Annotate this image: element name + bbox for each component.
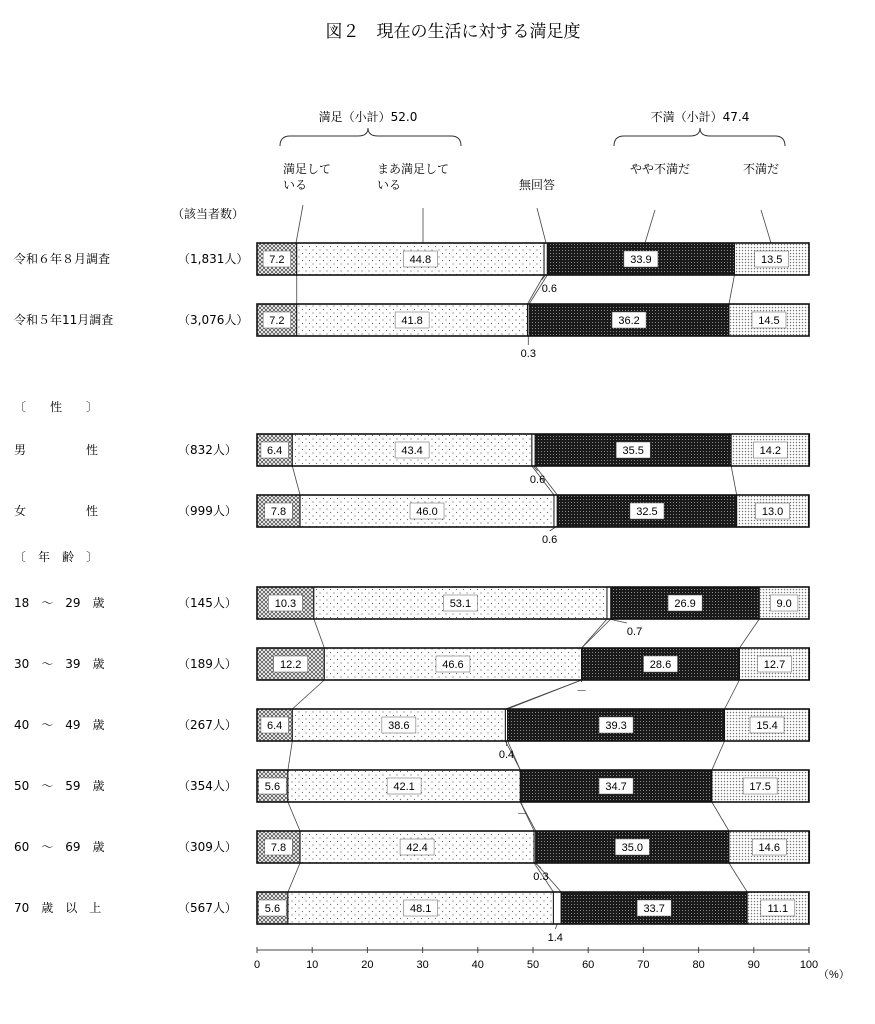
connector-line (712, 741, 725, 770)
value-label: 6.4 (267, 720, 283, 732)
row-count: （145人） (178, 596, 237, 610)
row-label: 18 〜 29 歳 (14, 596, 105, 610)
row-label: 60 〜 69 歳 (14, 840, 105, 854)
value-label: 43.4 (401, 445, 423, 457)
x-tick-label: 10 (306, 959, 319, 971)
connector-line (712, 802, 729, 831)
value-label: 17.5 (749, 781, 771, 793)
col-satisfied-label-1: 満足して (283, 162, 332, 176)
count-header: （該当者数） (172, 207, 245, 221)
col-somewhat-dis-label: やや不満だ (629, 162, 691, 176)
value-label: 42.4 (406, 842, 428, 854)
x-tick-label: 60 (582, 959, 595, 971)
connector-line (314, 619, 324, 648)
section-sex: 〔 性 〕 (14, 400, 99, 414)
value-label: 14.2 (759, 445, 782, 457)
value-label: 32.5 (636, 506, 658, 518)
x-tick-label: 0 (253, 959, 261, 971)
value-label: 33.9 (630, 254, 652, 266)
row-label: 40 〜 49 歳 (14, 718, 105, 732)
row-count: （567人） (178, 901, 237, 915)
row-count: （832人） (178, 443, 237, 457)
value-label: 53.1 (449, 598, 472, 610)
bar-segment (553, 892, 561, 924)
connector-line (508, 680, 582, 709)
value-label: 42.1 (393, 781, 415, 793)
row-count: （3,076人） (178, 313, 249, 327)
bar-row (14, 434, 810, 486)
value-label: 35.5 (622, 445, 644, 457)
value-label: 7.2 (269, 254, 285, 266)
bar-row (14, 709, 810, 761)
value-label: 13.5 (761, 254, 783, 266)
noanswer-value-label: 0.3 (533, 871, 549, 883)
section-age: 〔 年 齢 〕 (14, 550, 99, 564)
value-label: 36.2 (618, 315, 640, 327)
value-label: 7.8 (270, 842, 287, 854)
header-leader-line (761, 210, 771, 243)
value-label: 35.0 (621, 842, 644, 854)
connector-line (292, 466, 300, 495)
connector-line (739, 619, 759, 648)
connector-line (729, 275, 735, 304)
group-satisfied-label: 満足（小計）52.0 (318, 110, 418, 124)
noanswer-value-label: － (516, 808, 528, 820)
col-noanswer-label: 無回答 (518, 178, 556, 192)
connector-line (288, 802, 300, 831)
bar-row (14, 831, 810, 883)
bar-row (14, 304, 809, 360)
value-label: 46.6 (442, 659, 464, 671)
value-label: 44.8 (409, 254, 432, 266)
noanswer-value-label: 0.3 (520, 348, 536, 360)
chart-title: 図２ 現在の生活に対する満足度 (325, 22, 581, 42)
bar-row (14, 648, 810, 697)
bar-row (14, 770, 809, 820)
row-label: 30 〜 39 歳 (14, 657, 105, 671)
row-count: （309人） (178, 840, 237, 854)
noanswer-value-label: 1.4 (547, 932, 563, 944)
col-dis-label: 不満だ (742, 162, 780, 176)
row-label: 令和５年11月調査 (14, 313, 114, 327)
value-label: 5.6 (264, 781, 281, 793)
x-tick-label: 80 (692, 959, 705, 971)
value-label: 12.2 (279, 659, 302, 671)
connector-line (731, 466, 737, 495)
noanswer-value-label: － (576, 685, 588, 697)
x-tick-label: 40 (471, 959, 484, 971)
connector-line (288, 741, 292, 770)
value-label: 7.2 (269, 315, 285, 327)
bar-row (14, 243, 809, 295)
value-label: 28.6 (649, 659, 672, 671)
value-label: 33.7 (643, 903, 665, 915)
bar-row (14, 892, 809, 944)
row-count: （999人） (178, 504, 237, 518)
value-label: 48.1 (409, 903, 432, 915)
header-leader-line (296, 205, 303, 243)
row-count: （1,831人） (178, 252, 249, 266)
row-count: （267人） (178, 718, 237, 732)
value-label: 13.0 (761, 506, 784, 518)
value-label: 12.7 (763, 659, 786, 671)
bar-row (14, 495, 809, 546)
header-leader-line (537, 208, 546, 243)
x-tick-label: 50 (526, 959, 540, 971)
noanswer-value-label: 0.6 (541, 534, 558, 546)
value-label: 10.3 (274, 598, 297, 610)
row-label: 70 歳 以 上 (14, 901, 102, 915)
x-tick-label: 70 (637, 959, 650, 971)
row-count: （354人） (178, 779, 237, 793)
value-label: 11.1 (767, 903, 789, 915)
connector-line (729, 863, 747, 892)
value-label: 46.0 (416, 506, 438, 518)
connector-line (582, 619, 607, 648)
connector-line (288, 863, 300, 892)
value-label: 39.3 (605, 720, 627, 732)
value-label: 26.9 (674, 598, 696, 610)
header-leader-line (645, 210, 655, 243)
row-label: 女 性 (14, 504, 99, 518)
noanswer-value-label: 0.7 (626, 626, 643, 638)
x-tick-label: 100 (799, 959, 819, 971)
value-label: 15.4 (756, 720, 778, 732)
value-label: 38.6 (388, 720, 410, 732)
group-dissatisfied-label: 不満（小計）47.4 (650, 110, 750, 124)
row-count: （189人） (178, 657, 237, 671)
group-satisfied-brace (280, 128, 461, 146)
value-label: 14.6 (758, 842, 780, 854)
value-label: 5.6 (264, 903, 281, 915)
x-unit-label: （%） (818, 969, 850, 981)
bar-row (14, 587, 809, 638)
connector-line (725, 680, 740, 709)
noanswer-value-label: 0.4 (498, 749, 515, 761)
row-label: 50 〜 59 歳 (14, 779, 105, 793)
value-label: 34.7 (605, 781, 627, 793)
bar-segment (607, 587, 611, 619)
value-label: 14.5 (758, 315, 780, 327)
value-label: 7.8 (270, 506, 287, 518)
col-somewhat-label-1: まあ満足して (377, 162, 450, 176)
connector-line (292, 680, 324, 709)
noanswer-value-label: 0.6 (541, 283, 557, 295)
x-tick-label: 20 (361, 959, 374, 971)
group-dissatisfied-brace (614, 128, 785, 146)
col-somewhat-label-2: いる (377, 178, 402, 192)
x-tick-label: 30 (416, 959, 429, 971)
value-label: 6.4 (267, 445, 283, 457)
noanswer-value-label: 0.6 (529, 474, 546, 486)
value-label: 9.0 (776, 598, 792, 610)
connector-line (582, 619, 611, 648)
x-tick-label: 90 (747, 959, 760, 971)
col-satisfied-label-2: いる (283, 178, 308, 192)
value-label: 41.8 (401, 315, 423, 327)
row-label: 男 性 (14, 443, 99, 457)
row-label: 令和６年８月調査 (14, 252, 111, 266)
